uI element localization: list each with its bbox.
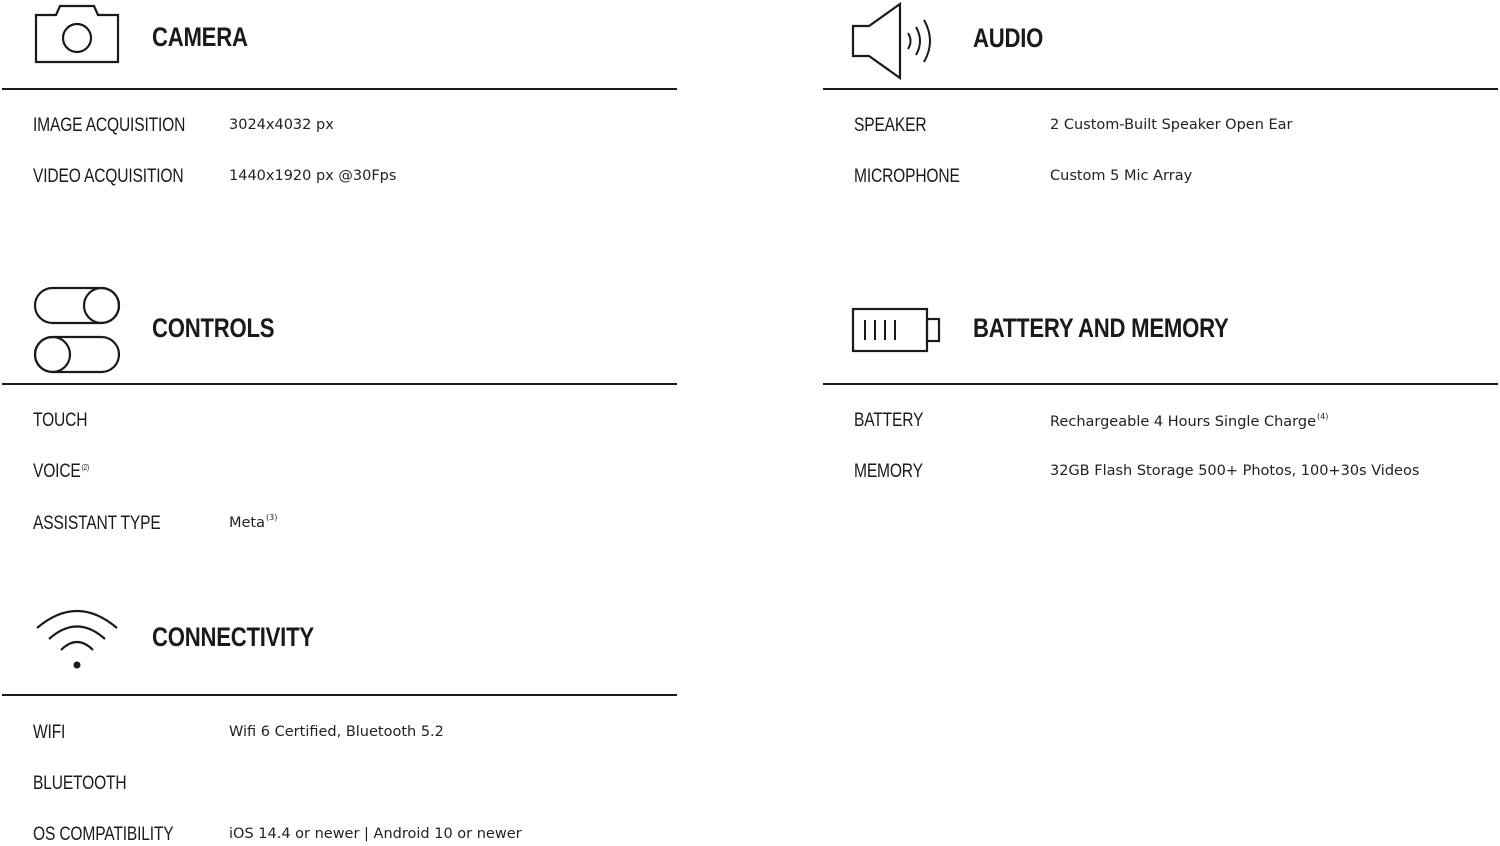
spec-label: MEMORY <box>854 461 923 482</box>
battery-divider <box>823 383 1498 385</box>
spec-value: 32GB Flash Storage 500+ Photos, 100+30s Videos <box>1050 463 1420 479</box>
spec-value: 2 Custom-Built Speaker Open Ear <box>1050 117 1293 133</box>
spec-value: Wifi 6 Certified, Bluetooth 5.2 <box>229 724 444 740</box>
spec-value: iOS 14.4 or newer | Android 10 or newer <box>229 826 522 842</box>
camera-divider <box>2 88 677 90</box>
audio-section-title: AUDIO <box>973 23 1044 53</box>
audio-divider <box>823 88 1498 90</box>
spec-value: 3024x4032 px <box>229 117 334 133</box>
spec-value: 1440x1920 px @30Fps <box>229 168 397 184</box>
spec-label: OS COMPATIBILITY <box>33 824 174 845</box>
spec-label: MICROPHONE <box>854 166 960 187</box>
camera-icon <box>34 4 120 64</box>
spec-value: Custom 5 Mic Array <box>1050 168 1193 184</box>
spec-value: Meta$^{(3)}$ <box>229 513 278 531</box>
camera-section-title: CAMERA <box>152 22 248 52</box>
connectivity-section-title: CONNECTIVITY <box>152 622 314 652</box>
battery-section-title: BATTERY AND MEMORY <box>973 313 1229 343</box>
battery-icon <box>851 307 943 355</box>
footnote-marker: (3) <box>266 513 278 522</box>
spec-label: WIFI <box>33 722 66 743</box>
spec-label: IMAGE ACQUISITION <box>33 115 186 136</box>
footnote-marker: (2) <box>81 463 90 472</box>
spec-label: BLUETOOTH <box>33 773 127 794</box>
spec-label: VIDEO ACQUISITION <box>33 166 184 187</box>
spec-label: BATTERY <box>854 410 924 431</box>
spec-value: Rechargeable 4 Hours Single Charge$^{(4)}$ <box>1050 412 1329 430</box>
footnote-marker: (4) <box>1317 412 1329 421</box>
connectivity-divider <box>2 694 677 696</box>
spec-label: VOICE$^{(2)}$ <box>33 461 90 482</box>
wifi-icon <box>34 604 120 672</box>
spec-label: TOUCH <box>33 410 88 431</box>
spec-label: ASSISTANT TYPE <box>33 513 161 534</box>
controls-section-title: CONTROLS <box>152 313 275 343</box>
spec-label: SPEAKER <box>854 115 927 136</box>
controls-divider <box>2 383 677 385</box>
speaker-icon <box>850 2 940 80</box>
toggle-switches-icon <box>33 286 123 376</box>
